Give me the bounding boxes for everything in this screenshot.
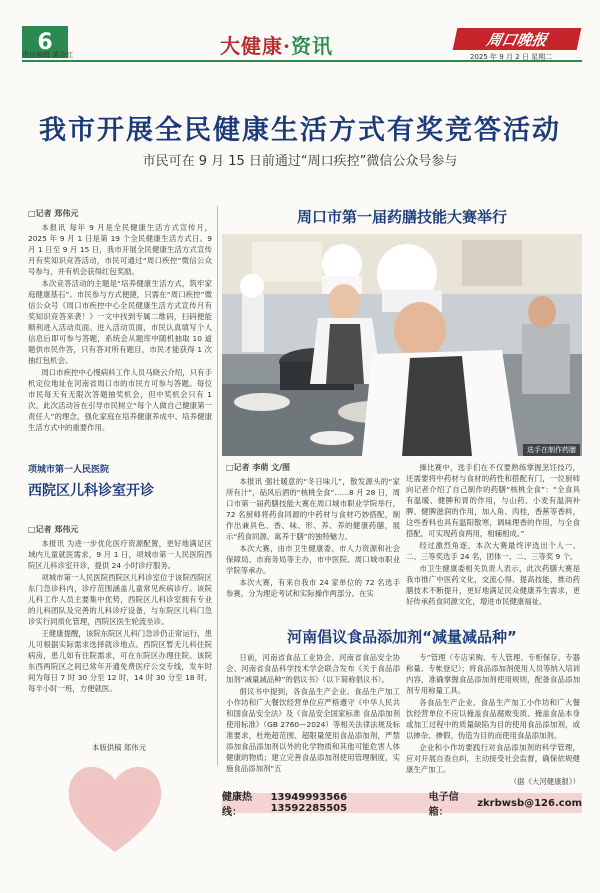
contest-byline: □记者 李萌 文/图 [226,463,291,472]
lead-body [28,222,212,434]
lead-paragraph: 本报讯 每年 9 月是全民健康生活方式宣传月，2025 年 9 月 1 日是第 19 个全民健康生活方式日。9 月 1 日至 9 月 15 日，我市开展全民健康生活方式宣传月有奖知识竞答活动，市民可通过“周口疾控”微信公众号参与，并有机会获得红包奖励。 [28,223,212,276]
lead-byline: □记者 郑伟元 [28,209,79,218]
hotline-label: 健康热线： [222,792,252,818]
lead-paragraph: 本次竞答活动的主题是“培养健康生活方式，筑牢家庭健康基石”。市民参与方式便捷，只需在“周口疾控”微信公众号《周口市疾控中心全民健康生活方式宣传月有奖知识竞答来袭！》一文中找到专属二维码，扫码便能顺利进入活动页面。进入活动页面，市民认真填写个人信息后即可参与答题，系统会从题库中随机抽取 10 道题供市民作答，只有答对所有题目，市民才能获得 1 次抽红包机会。 [28,279,212,365]
contest-paragraph: 本报讯 强壮暖意的“冬日味儿”，散发源头的“家所有汁”，砧风后酒的“核桃全食”……8 月 28 日，周口市第一届药膳技能大赛在周口城市职业学院举行，72 名厨师将药食同源的中药材与食材巧妙搭配，制作出兼具色、香、味、形、养、养的健康药膳，展示“药食同源、寓养于膳”的独特魅力。 [226,477,400,541]
lead-paragraph: 周口市疾控中心慢病科工作人员马晓云介绍，只有手机定位地址在河南省周口市的市民方可参与答题。每位市民每天有无限次答题抽奖机会，但中奖机会只有 1 次。此次活动旨在引导市民树立“每个人做自己健康第一责任人”的理念，强化家庭在培养健康养成中、培养健康生活方式中的重要作用。 [28,368,212,432]
hospital-byline: □记者 郑伟元 [28,525,79,534]
contest-photo [222,234,582,456]
column-divider [217,206,218,766]
hospital-title: 西院区儿科诊室开诊 [28,483,154,499]
lead-subhead: 市民可在 9 月 15 日前通过“周口疾控”微信公众号参与 [142,154,458,169]
hospital-paragraph: 项城市第一人民医院西院区儿科诊室位于该院西院区东门急诊科内，诊疗范围涵盖儿童常见疾病诊疗。该院儿科工作人员主要集中优势，西院区儿科诊室拥有专业的儿科团队及完善的儿科诊疗设备，与东院区儿科门急诊实行同质化管理，西院区医生轮流坐诊。 [28,573,212,626]
food-paragraph: 各食品生产企业、食品生产加工小作坊和广大餐饮经营单位不应以掩盖食品腐败变质、掩盖食品本身或加工过程中的质量缺陷为目的使用食品添加剂，或以掺杂、掺假、伪造为目的而使用食品添加剂。 [406,698,580,740]
hospital-source: 本版供稿 郑伟元 [92,743,147,752]
page-number: 6 [22,26,68,58]
newspaper-logo [453,28,582,50]
section-title [220,30,333,59]
contest-paragraph: 市卫生健康委相关负责人表示，此次药膳大赛是我市推广中医药文化，交流心得、提高技能，推动药膳技术不断提升，更好地满足民众健康养生需求，更好传承药食同源文化，增进市民健康福祉。 [406,564,580,606]
contest-body-right [406,462,580,608]
hospital-paragraph: 王健康提醒，该院东院区儿科门急诊仍正常运行，患儿可根据实际需求选择就诊地点。西院区暂无儿科住院病房，患儿如有住院需求，可在东院区办理住院。该院东西两院区之间已常年开通免费医疗公交专线，发车时间为每日 7 时 30 分至 12 时，14 时 30 分至 18 时，每半小时一班，方便就医。 [28,629,212,693]
contact-footer [222,792,582,818]
contest-title: 周口市第一届药膳技能大赛举行 [296,208,507,226]
kitchen-scene-image [222,234,582,456]
editor-credit: 责任编辑 黄会红 [22,51,74,59]
contest-paragraph: 经过激烈角逐，本次大赛最终评选出个人一、二、三等奖选手 24 名，团体一、二、三等奖 9 个。 [406,541,580,561]
lead-headline: 我市开展全民健康生活方式有奖竞答活动 [39,115,561,146]
hotline-numbers: 13949993566 13592285505 [270,792,348,814]
food-paragraph: 企业和小作坊要践行对食品添加剂的科学管理，应对开展自查自纠，主动接受社会监督，确保依规健康生产加工。 [406,743,580,774]
food-paragraph: 专”管理（专店采购、专人管理、专柜保存、专器称量、专帐登记）；将食品添加剂使用人员等纳入培训内容，准确掌握食品添加剂使用规则，配备食品添加剂专用称量工具。 [406,653,580,695]
section-dot: · [283,34,291,58]
section-sub: 资讯 [290,34,333,58]
contest-paragraph: 操比赛中，选手们在不仅要熟练掌握烹饪技巧，还需要将中药材与食材的药性和搭配有门，一位厨师向记者介绍了自己制作的药膳“核桃全食”：“全食具有温暖、健脾和胃的作用，与山药、小麦有温润补脾、健脾滋润的作用，加入角、肉桂，香蕉等香料，这些香料也具有温阳散寒，调味理香的作用，与全食搭配，可实现药食两用，相辅相成。” [406,463,580,538]
section-main: 大健康 [220,34,283,58]
food-source: （据《大河健康报》） [509,777,580,786]
photo-caption: 选手在制作药膳 [523,444,580,456]
contest-body-left [226,476,400,600]
food-title: 河南倡议食品添加剂“减量减品种” [287,628,517,646]
food-body-left [226,652,400,775]
hospital-body [28,538,212,695]
food-body-right [406,652,580,788]
contest-paragraph: 本次大赛，由市卫生健康委、市人力资源和社会保障局、市商务局等主办，市中医院、周口城市职业学院等承办。 [226,544,400,575]
food-paragraph: 日前，河南省食品工业协会、河南省食品安全协会、河南省食品科学技术学会联合发布《关于食品添加剂“减量减品种”的倡议书》（以下简称倡议书）。 [226,653,400,684]
contest-paragraph: 本次大赛，有来自我市 24 家单位的 72 名选手参赛，分为理论考试和实际操作两部分。在实 [226,578,400,598]
heart-illustration [60,752,170,862]
food-paragraph: 倡议书中提到，各食品生产企业、食品生产加工小作坊和广大餐饮经营单位应严格遵守《中华人民共和国食品安全法》及《食品安全国家标准 食品添加剂使用标准》（GB 2760—2024）等相关法律法规及标准要求，杜绝超范围、超限量使用食品添加剂，严禁添加食品添加剂以外的化学物质和其他可能危害人体健康的物质；建立完善食品添加剂使用管理制度，实施食品添加剂“五 [226,687,400,773]
email-address: zkrbwsb@126.com [477,797,582,809]
hospital-paragraph: 本报讯 为进一步优化医疗资源配置，更好地满足区域内儿童就医需求，9 月 1 日，项城市第一人民医院西院区儿科诊室开诊，提供 24 小时诊疗服务。 [28,539,212,570]
hospital-dept: 项城市第一人民医院 [28,465,110,475]
issue-date: 2025 年 9 月 2 日 星期二 [470,53,553,61]
email-label: 电子信箱： [428,792,459,818]
paper-name: 周口晚报 [484,30,549,49]
